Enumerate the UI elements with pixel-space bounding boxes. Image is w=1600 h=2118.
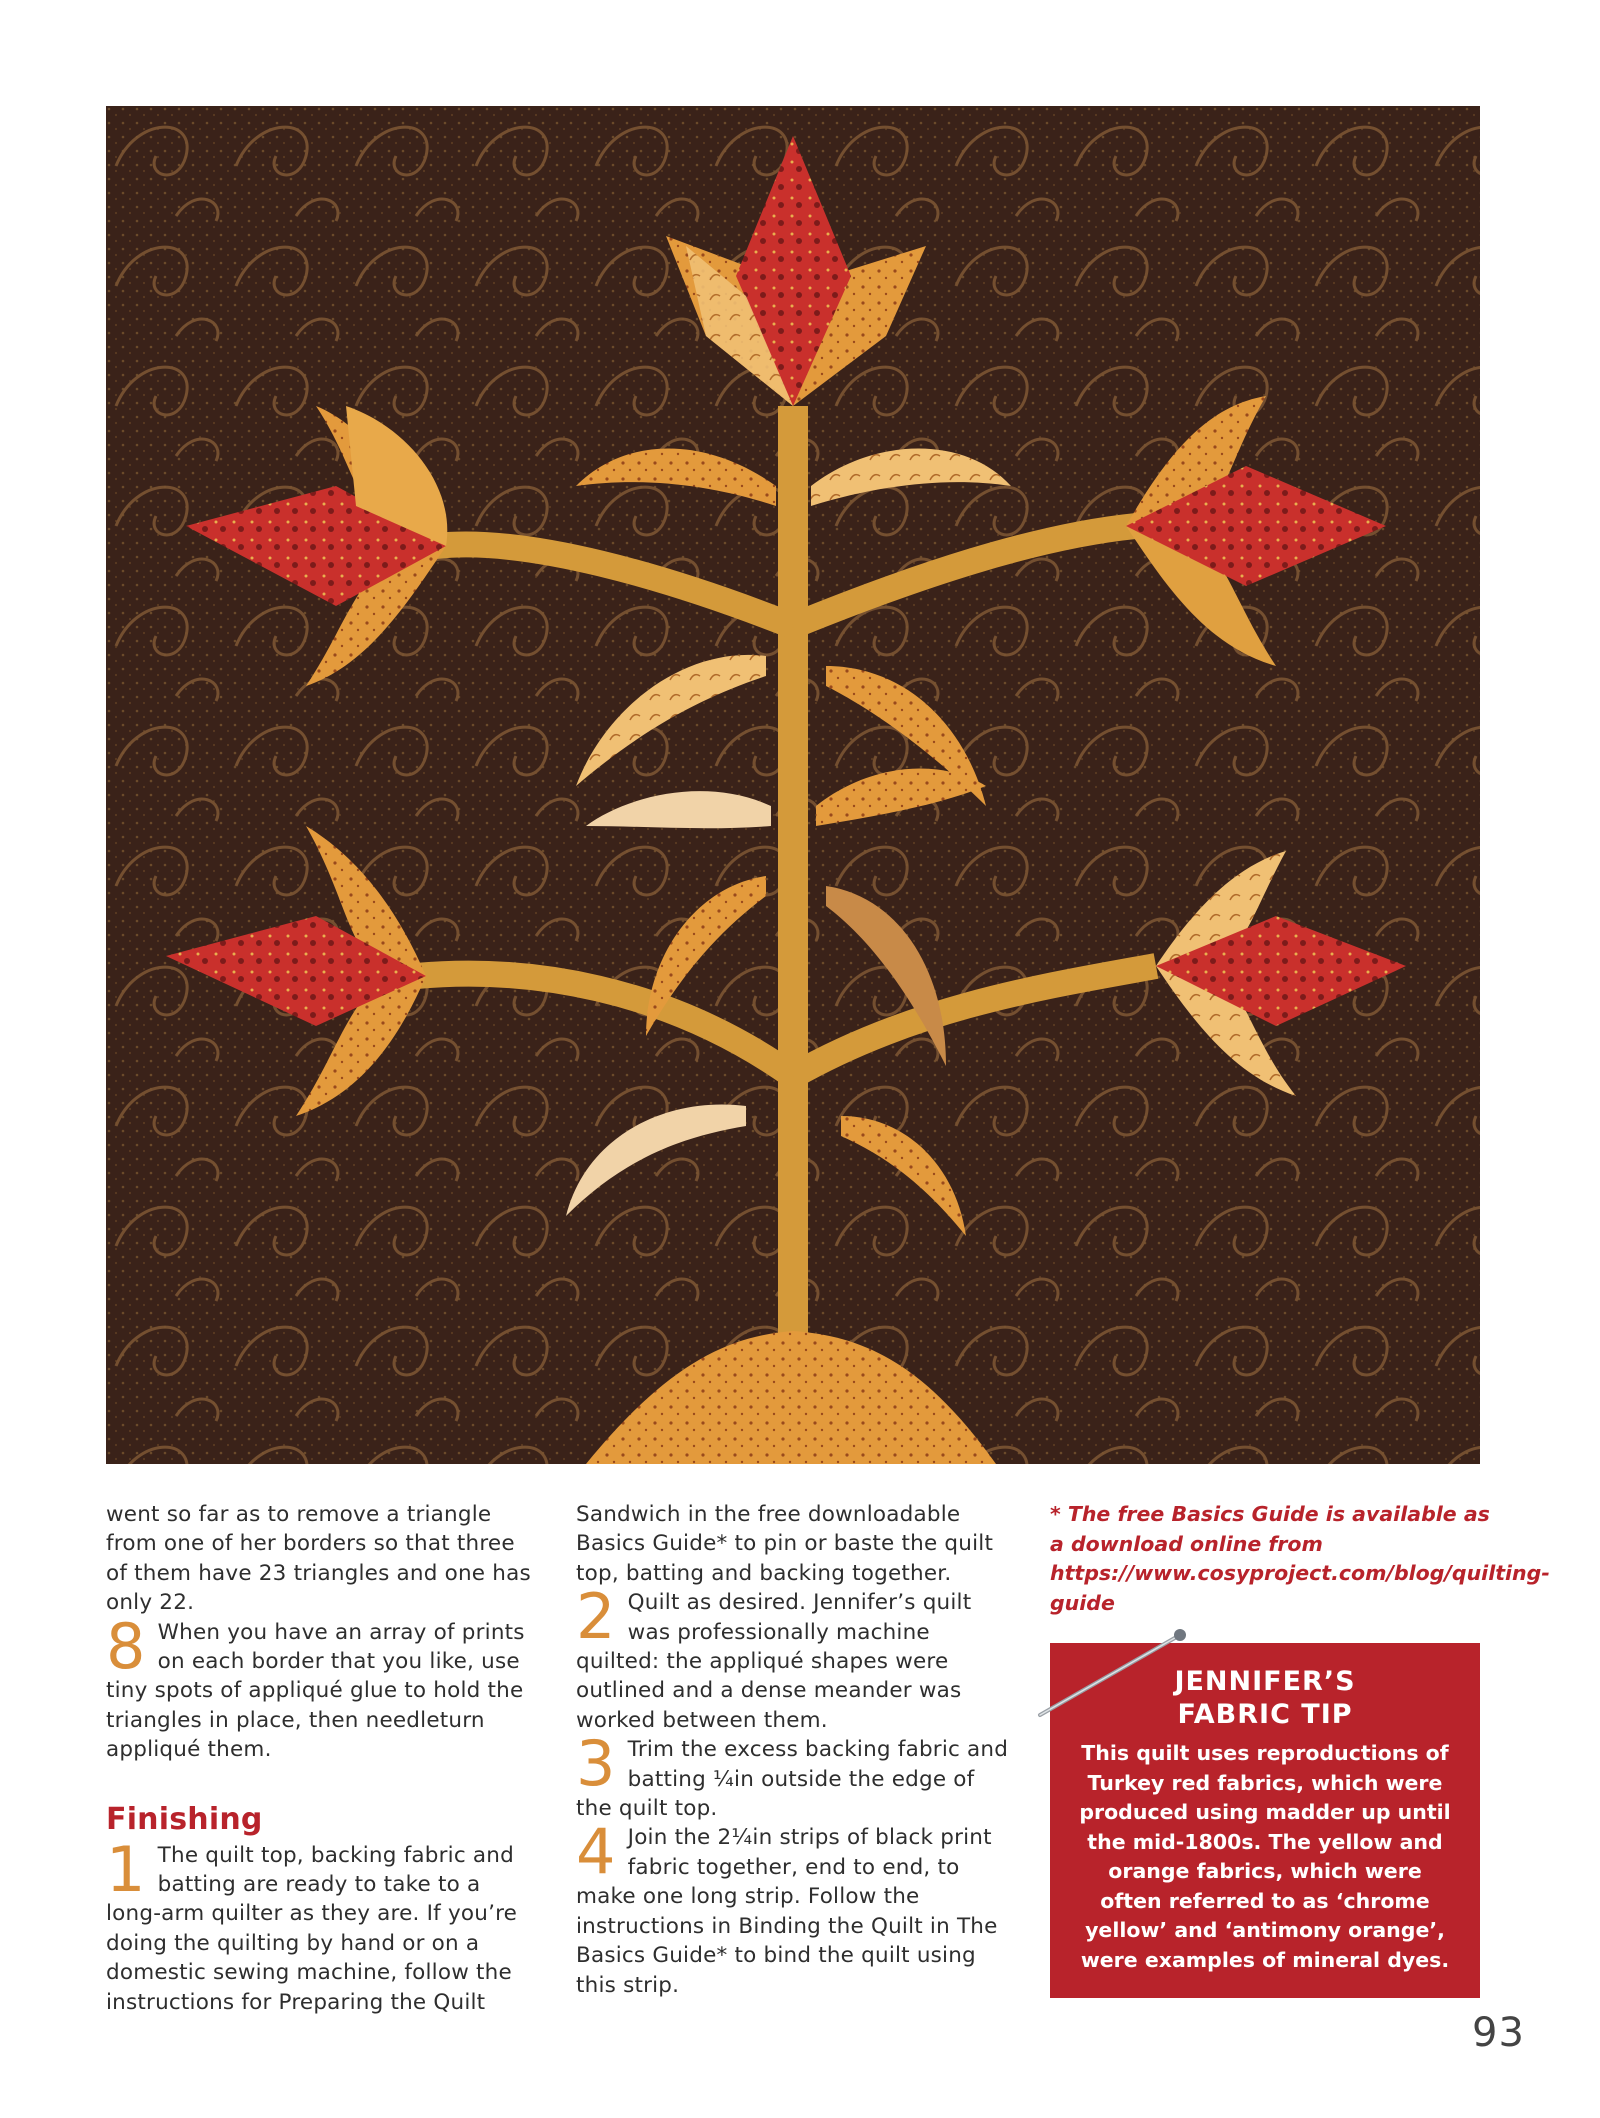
tip-title-line-2: FABRIC TIP bbox=[1177, 1699, 1353, 1730]
step-text: When you have an array of prints on each border that you like, use tiny spots of appliqué glue to hold the triangles in place, then needleturn appliqué them. bbox=[106, 1619, 525, 1763]
tip-text: This quilt uses reproductions of Turkey red fabrics, which were produced using madder up until the mid-1800s. The yellow and orange fabrics, which were often referred to as ‘chrome yellow’ and ‘antimony orange’, were examples of mineral dyes. bbox=[1079, 1741, 1451, 1972]
step-text: The quilt top, backing fabric and batting are ready to take to a long-arm quilter as they are. If you’re doing the quilting by hand or on a domestic sewing machine, follow the instructions for Preparing the Quilt bbox=[106, 1842, 518, 2015]
paragraph-continued: went so far as to remove a triangle from one of her borders so that three of them have 23 triangles and one has only 22. bbox=[106, 1502, 531, 1616]
tip-title-line-1: JENNIFER’S bbox=[1174, 1666, 1356, 1697]
step-text: Quilt as desired. Jennifer’s quilt was professionally machine quilted: the appliqué shapes were outlined and a dense meander was worked between them. bbox=[576, 1590, 972, 1733]
basics-guide-footnote: * The free Basics Guide is available as a download online from https://www.cosyproject.com/blog/quilting-guide bbox=[1050, 1502, 1550, 1615]
column-2 bbox=[576, 1500, 1016, 2000]
step-2 bbox=[576, 1580, 1016, 1735]
step-number: 8 bbox=[106, 1609, 146, 1683]
step-text: Trim the excess backing fabric and batting ¼in outside the edge of the quilt top. bbox=[576, 1737, 1009, 1822]
step-number: 3 bbox=[576, 1727, 616, 1801]
section-heading-finishing: Finishing bbox=[106, 1801, 263, 1837]
step-number: 1 bbox=[106, 1832, 146, 1906]
step-number: 4 bbox=[576, 1815, 616, 1889]
step-8 bbox=[106, 1609, 536, 1765]
tulip-tree-applique-quilt-icon bbox=[106, 106, 1480, 1464]
step-4 bbox=[576, 1815, 1016, 1999]
column-1 bbox=[106, 1500, 536, 2017]
step-number: 2 bbox=[576, 1580, 616, 1654]
step-1 bbox=[106, 1832, 536, 2017]
step-3 bbox=[576, 1727, 1016, 1823]
step-text: Join the 2¼in strips of black print fabric together, end to end, to make one long strip. Follow the instructions in Binding the Quilt in The Basics Guide* to bind the quilt using this strip. bbox=[576, 1825, 998, 1998]
quilt-photo bbox=[106, 106, 1480, 1464]
page-number: 93 bbox=[1472, 2010, 1525, 2056]
paragraph-continued: Sandwich in the free downloadable Basics Guide* to pin or baste the quilt top, batting and backing together. bbox=[576, 1502, 994, 1586]
sewing-pin-icon bbox=[1010, 1620, 1200, 1730]
